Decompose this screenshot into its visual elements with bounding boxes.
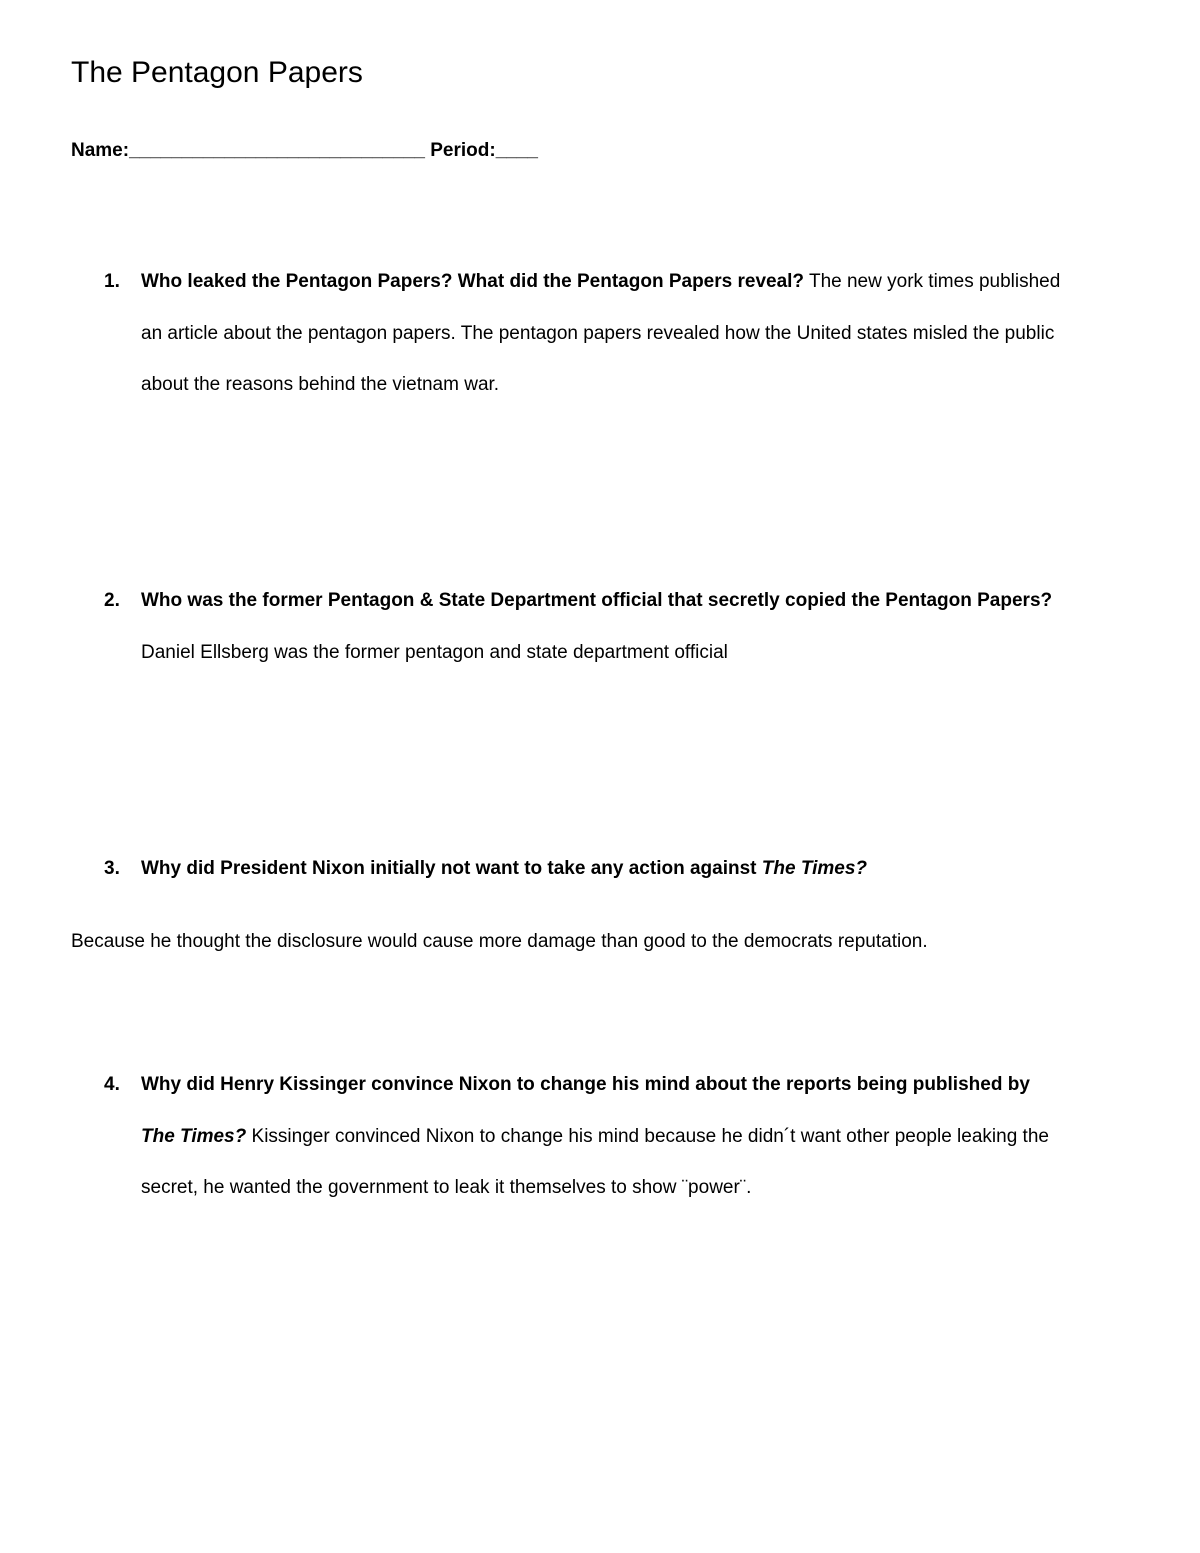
question-number: 3.: [104, 858, 120, 879]
question-2: [104, 575, 1064, 678]
period-label: Period:: [430, 140, 496, 161]
answer-3-text: Because he thought the disclosure would cause more damage than good to the democrats reputation.: [71, 931, 928, 952]
question-italic-text: The Times?: [761, 858, 867, 879]
question-number: 2.: [104, 590, 120, 611]
name-blank: ____________________________: [129, 140, 425, 161]
question-3: [104, 843, 1064, 895]
answer-text: Daniel Ellsberg was the former pentagon and state department official: [141, 641, 728, 663]
question-number: 4.: [104, 1074, 120, 1095]
answer-text: The new york times published an article about the pentagon papers. The pentagon papers revealed how the United states misled the public about the reasons behind the vietnam war.: [141, 271, 1061, 395]
question-text: Who leaked the Pentagon Papers? What did the Pentagon Papers reveal?: [141, 271, 805, 292]
question-4: [104, 1059, 1064, 1214]
question-text: Why did Henry Kissinger convince Nixon to change his mind about the reports being published by: [141, 1074, 1030, 1095]
answer-text: Kissinger convinced Nixon to change his mind because he didn´t want other people leaking the secret, he wanted the government to leak it themselves to show ¨power¨.: [141, 1125, 1049, 1198]
question-1: [104, 256, 1064, 411]
question-text: Who was the former Pentagon & State Department official that secretly copied the Pentagon Papers?: [141, 590, 1053, 611]
name-period-line: [71, 138, 538, 164]
question-italic-text: The Times?: [141, 1125, 247, 1147]
question-number: 1.: [104, 271, 120, 292]
name-label: Name:: [71, 140, 130, 161]
document-title: The Pentagon Papers: [71, 56, 363, 89]
question-text: Why did President Nixon initially not want to take any action against: [141, 858, 757, 879]
period-blank: ____: [495, 140, 538, 161]
